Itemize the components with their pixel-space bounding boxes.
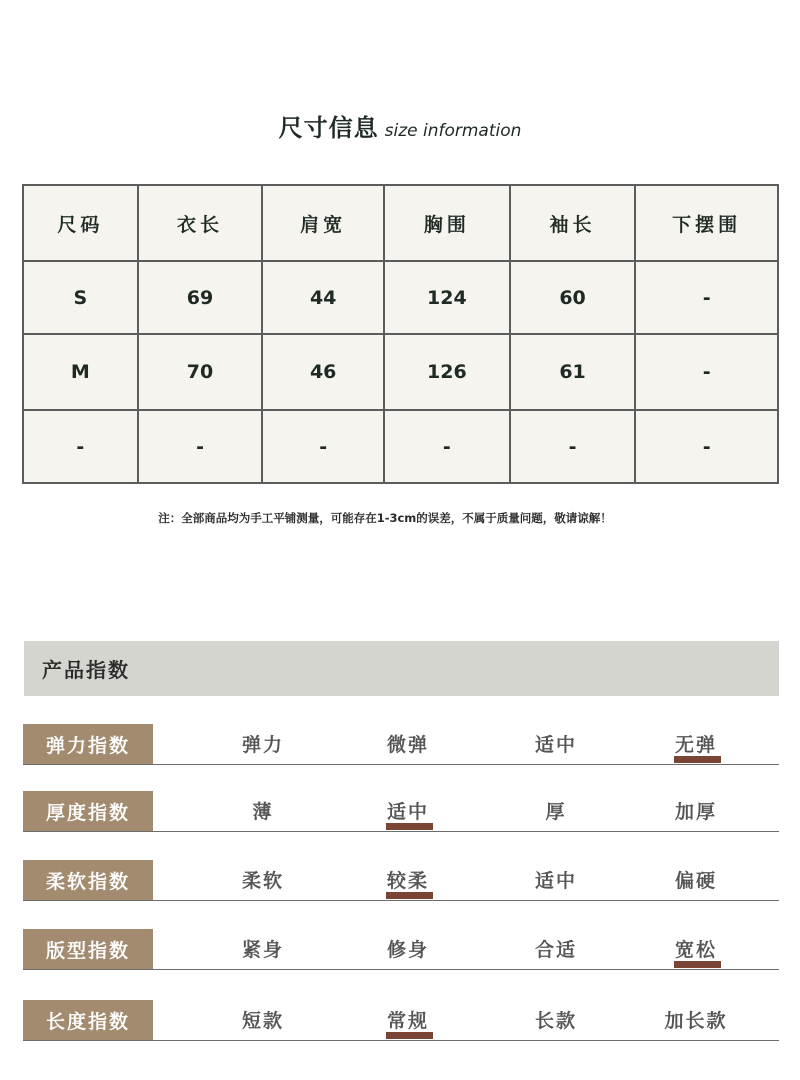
index-option: 合适	[534, 939, 577, 961]
table-cell: 124	[384, 261, 510, 334]
index-option: 长款	[534, 1010, 577, 1032]
selected-marker	[386, 892, 433, 899]
table-cell: 44	[262, 261, 384, 334]
index-option: 短款	[241, 1010, 284, 1032]
row-divider	[23, 1040, 779, 1041]
index-label: 版型指数	[23, 929, 153, 970]
title-chinese: 尺寸信息	[278, 114, 379, 142]
index-option: 适中	[534, 870, 577, 892]
table-cell: 61	[510, 334, 636, 410]
index-row-thickness	[23, 791, 779, 832]
table-row	[23, 261, 778, 334]
row-divider	[23, 900, 779, 901]
index-label: 弹力指数	[23, 724, 153, 765]
table-cell: -	[262, 410, 384, 483]
index-option: 常规	[358, 1006, 458, 1033]
table-cell: -	[510, 410, 636, 483]
index-option: 微弹	[386, 734, 429, 756]
title-english: size information	[384, 121, 522, 141]
index-row-fit	[23, 929, 779, 970]
index-row-length	[23, 1000, 779, 1041]
table-cell: -	[138, 410, 263, 483]
selected-marker	[674, 756, 721, 763]
header-cell-length: 衣长	[138, 185, 263, 261]
table-cell: M	[23, 334, 138, 410]
header-cell-shoulder: 肩宽	[262, 185, 384, 261]
table-row	[23, 410, 778, 483]
index-option: 适中	[358, 797, 458, 824]
index-label: 长度指数	[23, 1000, 153, 1041]
index-option: 偏硬	[674, 870, 717, 892]
selected-marker	[386, 1032, 433, 1039]
index-row-softness	[23, 860, 779, 901]
measurement-note: 注：全部商品均为手工平铺测量，可能存在1-3cm的误差，不属于质量问题，敬请谅解！	[158, 511, 612, 525]
table-header-row	[23, 185, 778, 261]
row-divider	[23, 764, 779, 765]
table-cell: 126	[384, 334, 510, 410]
index-option: 薄	[252, 801, 274, 823]
table-row	[23, 334, 778, 410]
table-cell: 70	[138, 334, 263, 410]
size-info-title	[0, 108, 800, 143]
index-option: 柔软	[241, 870, 284, 892]
selected-marker	[674, 961, 721, 968]
index-option: 宽松	[646, 935, 746, 962]
index-option: 加厚	[674, 801, 717, 823]
header-cell-chest: 胸围	[384, 185, 510, 261]
table-cell: 60	[510, 261, 636, 334]
table-cell: 69	[138, 261, 263, 334]
table-cell: -	[23, 410, 138, 483]
header-cell-size: 尺码	[23, 185, 138, 261]
header-cell-hem: 下摆围	[635, 185, 778, 261]
selected-marker	[386, 823, 433, 830]
index-option: 紧身	[241, 939, 284, 961]
index-option: 厚	[545, 801, 567, 823]
index-option: 无弹	[646, 730, 746, 757]
index-label: 柔软指数	[23, 860, 153, 901]
section-title: 产品指数	[42, 658, 130, 682]
row-divider	[23, 831, 779, 832]
size-table	[22, 184, 779, 484]
index-option: 修身	[386, 939, 429, 961]
index-option: 弹力	[241, 734, 284, 756]
table-cell: -	[384, 410, 510, 483]
index-row-elasticity	[23, 724, 779, 765]
row-divider	[23, 969, 779, 970]
index-option: 适中	[534, 734, 577, 756]
table-cell: -	[635, 334, 778, 410]
table-cell: S	[23, 261, 138, 334]
table-cell: -	[635, 410, 778, 483]
table-cell: 46	[262, 334, 384, 410]
header-cell-sleeve: 袖长	[510, 185, 636, 261]
index-option: 较柔	[358, 866, 458, 893]
table-cell: -	[635, 261, 778, 334]
index-option: 加长款	[664, 1010, 728, 1032]
index-label: 厚度指数	[23, 791, 153, 832]
product-index-header	[24, 641, 779, 696]
